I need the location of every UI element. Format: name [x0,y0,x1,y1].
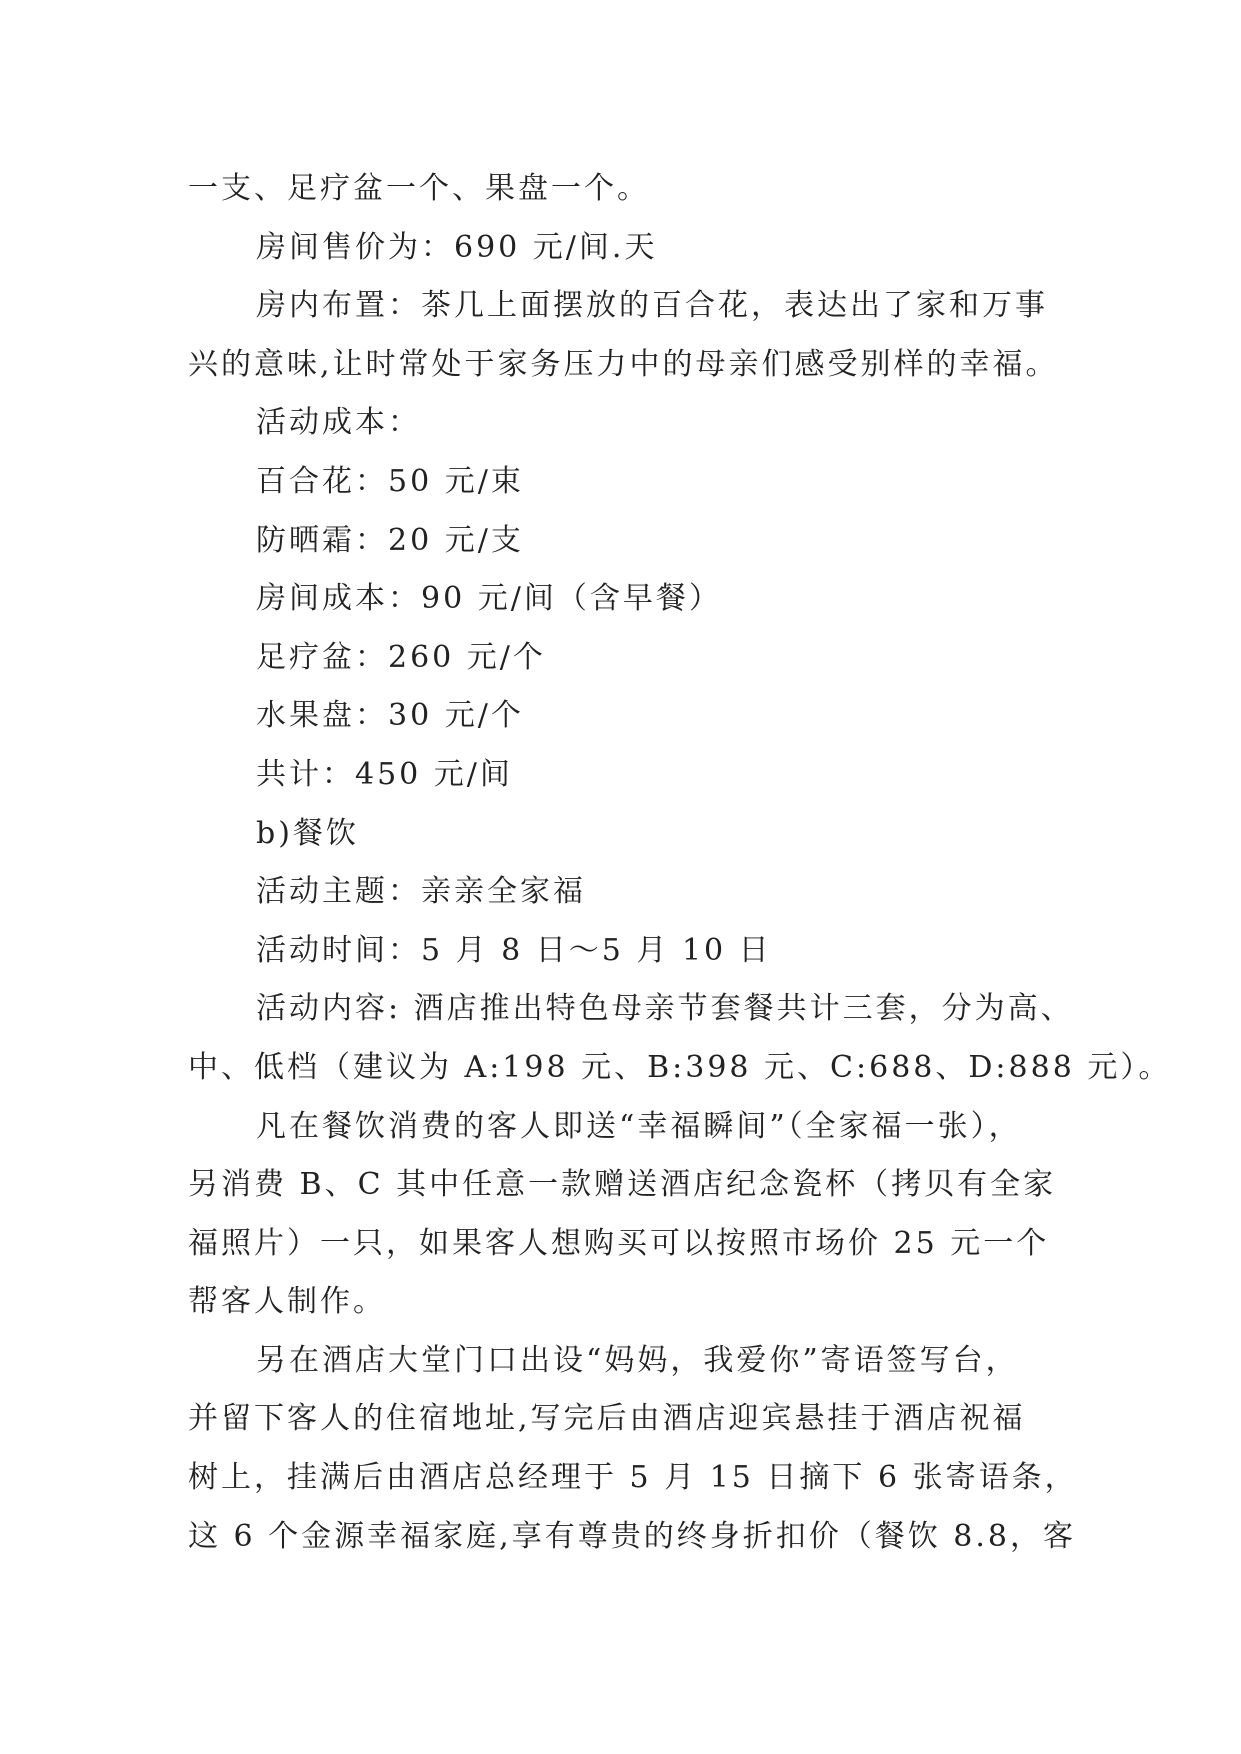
text-line: 中、低档（建议为 A:198 元、B:398 元、C:688、D:888 元）。 [188,1049,1172,1085]
text-line: 共计：450 元/间 [256,756,513,792]
text-line: 树上，挂满后由酒店总经理于 5 月 15 日摘下 6 张寄语条， [188,1460,1078,1496]
text-line: 并留下客人的住宿地址,写完后由酒店迎宾悬挂于酒店祝福 [188,1401,1026,1437]
text-line: 活动成本： [256,405,421,441]
text-line: 另消费 B、C 其中任意一款赠送酒店纪念瓷杯（拷贝有全家 [188,1167,1057,1203]
text-line: 房内布置：茶几上面摆放的百合花，表达出了家和万事 [256,288,1048,324]
text-line: 这 6 个金源幸福家庭,享有尊贵的终身折扣价（餐饮 8.8，客 [188,1518,1076,1554]
text-line: 另在酒店大堂门口出设“妈妈，我爱你”寄语签写台， [256,1342,1019,1378]
text-line: 兴的意味,让时常处于家务压力中的母亲们感受别样的幸福。 [188,346,1059,382]
text-line: 房间售价为：690 元/间.天 [256,229,658,265]
text-line: 活动主题：亲亲全家福 [256,874,586,910]
text-line: 凡在餐饮消费的客人即送“幸福瞬间”（全家福一张）， [256,1108,1022,1144]
text-line: 帮客人制作。 [188,1284,386,1320]
text-line: 活动内容: 酒店推出特色母亲节套餐共计三套，分为高、 [256,991,1074,1027]
text-line: 足疗盆：260 元/个 [256,639,546,675]
text-line: 活动时间：5 月 8 日～5 月 10 日 [256,932,772,968]
document-body [188,160,1172,1566]
text-line: 房间成本：90 元/间（含早餐） [256,581,722,617]
text-line: 防晒霜：20 元/支 [256,522,524,558]
text-line: 一支、足疗盆一个、果盘一个。 [188,171,650,206]
text-line: 水果盘：30 元/个 [256,698,524,734]
text-line: 福照片）一只，如果客人想购买可以按照市场价 25 元一个 [188,1225,1050,1261]
text-line: b)餐饮 [256,815,359,851]
text-line: 百合花：50 元/束 [256,463,524,499]
